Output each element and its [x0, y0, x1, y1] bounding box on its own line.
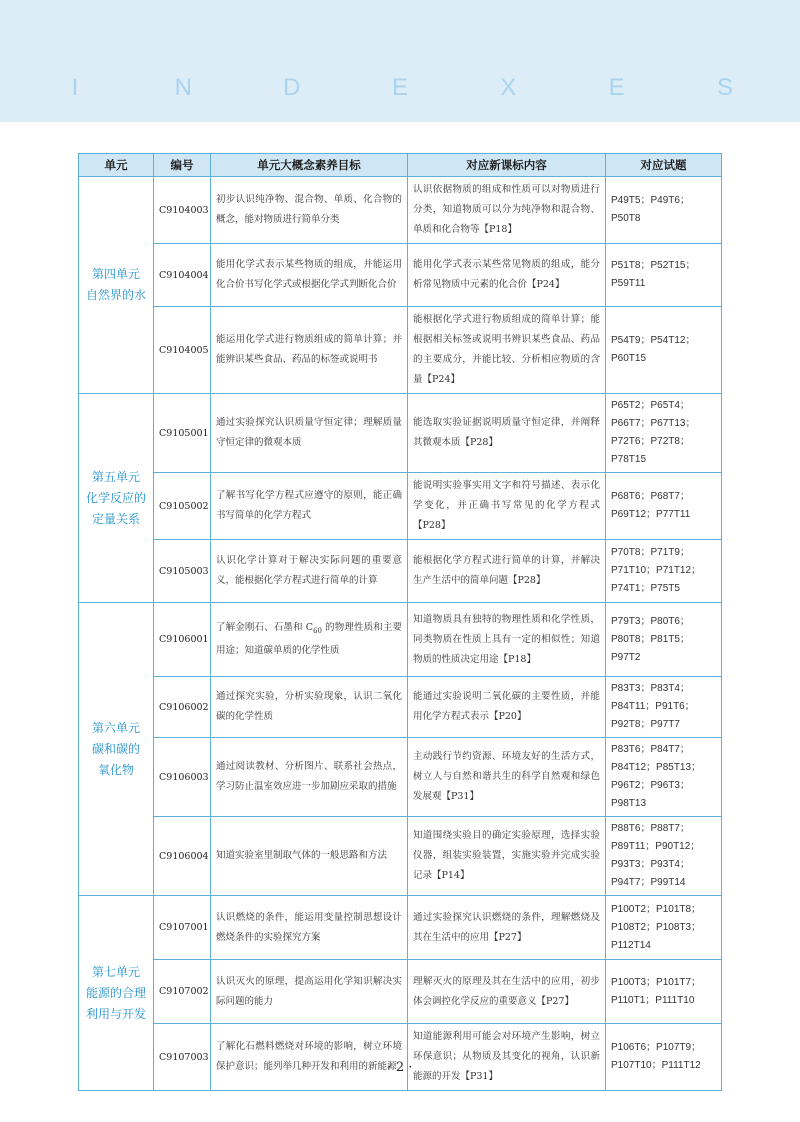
goal-text: 了解金刚石、石墨和 C [216, 622, 314, 634]
unit-title-line: 氧化物 [97, 762, 134, 777]
code-cell: C9104004 [154, 244, 211, 307]
standard-cell: 能根据化学式进行物质组成的简单计算；能根据相关标签或说明书辨识某些食品、药品的主要成分，并能比较、分析相应物质的含量【P24】 [408, 307, 606, 394]
code-cell: C9106003 [154, 738, 211, 817]
tests-cell: P100T2；P101T8；P108T2；P108T3；P112T14 [606, 896, 722, 960]
table-row [79, 540, 722, 603]
goal-cell: 了解化石燃料燃烧对环境的影响，树立环境保护意识；能列举几种开发和利用的新能源 [211, 1024, 408, 1091]
header-unit: 单元 [79, 154, 154, 177]
unit-cell [79, 177, 154, 394]
table-header-row [79, 154, 722, 177]
code-cell: C9105002 [154, 473, 211, 540]
tests-cell: P83T3；P83T4；P84T11；P91T6；P92T8；P97T7 [606, 677, 722, 738]
unit-title-line: 碳和碳的 [91, 741, 140, 756]
banner-letter: S [716, 74, 733, 101]
code-cell: C9106002 [154, 677, 211, 738]
banner-letter: D [282, 74, 301, 101]
unit-title-line: 第四单元 [91, 267, 140, 281]
code-cell: C9104003 [154, 177, 211, 244]
unit-cell [79, 603, 154, 896]
standard-cell: 知道围绕实验目的确定实验原理，选择实验仪器，组装实验装置，实施实验并完成实验记录【P14】 [408, 817, 606, 896]
goal-text: 的物理性质和主要用途；知道碳单质的化学性质 [216, 622, 402, 656]
banner-letter: I [71, 74, 79, 101]
goal-cell: 通过实验探究认识质量守恒定律；理解质量守恒定律的微观本质 [211, 394, 408, 473]
table-row [79, 960, 722, 1024]
header-banner [0, 0, 800, 122]
tests-cell: P88T6；P88T7；P89T11；P90T12；P93T3；P93T4；P94T7；P99T14 [606, 817, 722, 896]
code-cell: C9106004 [154, 817, 211, 896]
standard-cell: 能选取实验证据说明质量守恒定律，并阐释其微观本质【P28】 [408, 394, 606, 473]
table-row [79, 896, 722, 960]
goal-cell: 初步认识纯净物、混合物、单质、化合物的概念，能对物质进行简单分类 [211, 177, 408, 244]
standard-cell: 认识依据物质的组成和性质可以对物质进行分类，知道物质可以分为纯净物和混合物、单质和化合物等【P18】 [408, 177, 606, 244]
tests-cell: P79T3；P80T6；P80T8；P81T5；P97T2 [606, 603, 722, 677]
banner-letter: N [174, 74, 192, 101]
banner-letter: E [608, 74, 625, 101]
table-row [79, 307, 722, 394]
page-number: · 2 · [387, 1060, 413, 1075]
goal-cell: 能运用化学式进行物质组成的简单计算；并能辨识某些食品、药品的标签或说明书 [211, 307, 408, 394]
unit-title-line: 能源的合理 [85, 985, 146, 1000]
banner-indexes-text [60, 74, 740, 102]
standard-cell: 能说明实验事实用文字和符号描述、表示化学变化，并正确书写常见的化学方程式【P28】 [408, 473, 606, 540]
table-row [79, 677, 722, 738]
code-cell: C9107002 [154, 960, 211, 1024]
tests-cell: P54T9；P54T12；P60T15 [606, 307, 722, 394]
code-cell: C9105001 [154, 394, 211, 473]
standard-cell: 通过实验探究认识燃烧的条件，理解燃烧及其在生活中的应用【P27】 [408, 896, 606, 960]
standard-cell: 理解灭火的原理及其在生活中的应用，初步体会调控化学反应的重要意义【P27】 [408, 960, 606, 1024]
tests-cell: P70T8；P71T9；P71T10；P71T12；P74T1；P75T5 [606, 540, 722, 603]
goal-cell: 通过探究实验，分析实验现象，认识二氧化碳的化学性质 [211, 677, 408, 738]
unit-title-line: 自然界的水 [85, 288, 146, 302]
standard-cell: 能根据化学方程式进行简单的计算，并解决生产生活中的简单问题【P28】 [408, 540, 606, 603]
goal-cell: 认识燃烧的条件，能运用变量控制思想设计燃烧条件的实验探究方案 [211, 896, 408, 960]
tests-cell: P65T2；P65T4；P66T7；P67T13；P72T6；P72T8；P78T15 [606, 394, 722, 473]
standard-cell: 知道物质具有独特的物理性质和化学性质，同类物质在性质上具有一定的相似性；知道物质的性质决定用途【P18】 [408, 603, 606, 677]
table-row [79, 817, 722, 896]
standard-cell: 能通过实验说明二氧化碳的主要性质，并能用化学方程式表示【P20】 [408, 677, 606, 738]
code-cell: C9105003 [154, 540, 211, 603]
tests-cell: P68T6；P68T7；P69T12；P77T11 [606, 473, 722, 540]
table-row [79, 244, 722, 307]
tests-cell: P51T8；P52T15；P59T11 [606, 244, 722, 307]
table-row [79, 177, 722, 244]
goal-cell [211, 603, 408, 677]
tests-cell: P49T5；P49T6；P50T8 [606, 177, 722, 244]
header-standard: 对应新课标内容 [408, 154, 606, 177]
code-cell: C9107003 [154, 1024, 211, 1091]
code-cell: C9107001 [154, 896, 211, 960]
index-table [78, 153, 722, 1091]
unit-title-line: 化学反应的 [85, 490, 146, 505]
tests-cell: P100T3；P101T7；P110T1；P111T10 [606, 960, 722, 1024]
goal-subscript: 60 [313, 626, 322, 635]
unit-title-line: 第七单元 [91, 964, 140, 979]
standard-cell: 能用化学式表示某些常见物质的组成，能分析常见物质中元素的化合价【P24】 [408, 244, 606, 307]
banner-letter: E [391, 74, 408, 101]
unit-title-line: 利用与开发 [85, 1006, 146, 1021]
table-row [79, 603, 722, 677]
unit-title-line: 第六单元 [91, 720, 140, 735]
goal-cell: 知道实验室里制取气体的一般思路和方法 [211, 817, 408, 896]
code-cell: C9106001 [154, 603, 211, 677]
goal-cell: 认识化学计算对于解决实际问题的重要意义，能根据化学方程式进行简单的计算 [211, 540, 408, 603]
tests-cell: P106T6；P107T9；P107T10；P111T12 [606, 1024, 722, 1091]
unit-title-line: 定量关系 [91, 511, 140, 526]
tests-cell: P83T6；P84T7；P84T12；P85T13；P96T2；P96T3；P98T13 [606, 738, 722, 817]
goal-cell: 能用化学式表示某些物质的组成，并能运用化合价书写化学式或根据化学式判断化合价 [211, 244, 408, 307]
header-tests: 对应试题 [606, 154, 722, 177]
header-goal: 单元大概念素养目标 [211, 154, 408, 177]
standard-cell: 知道能源利用可能会对环境产生影响，树立环保意识；从物质及其变化的视角，认识新能源的开发【P31】 [408, 1024, 606, 1091]
header-code: 编号 [154, 154, 211, 177]
unit-title-line: 第五单元 [91, 469, 140, 484]
table-row [79, 394, 722, 473]
table-row [79, 738, 722, 817]
table-row [79, 473, 722, 540]
goal-cell: 认识灭火的原理，提高运用化学知识解决实际问题的能力 [211, 960, 408, 1024]
unit-cell [79, 394, 154, 603]
table-row [79, 1024, 722, 1091]
goal-cell: 了解书写化学方程式应遵守的原则，能正确书写简单的化学方程式 [211, 473, 408, 540]
goal-cell: 通过阅读教材、分析图片、联系社会热点，学习防止温室效应进一步加剧应采取的措施 [211, 738, 408, 817]
standard-cell: 主动践行节约资源、环境友好的生活方式，树立人与自然和谐共生的科学自然观和绿色发展观【P31】 [408, 738, 606, 817]
code-cell: C9104005 [154, 307, 211, 394]
banner-letter: X [500, 74, 517, 101]
